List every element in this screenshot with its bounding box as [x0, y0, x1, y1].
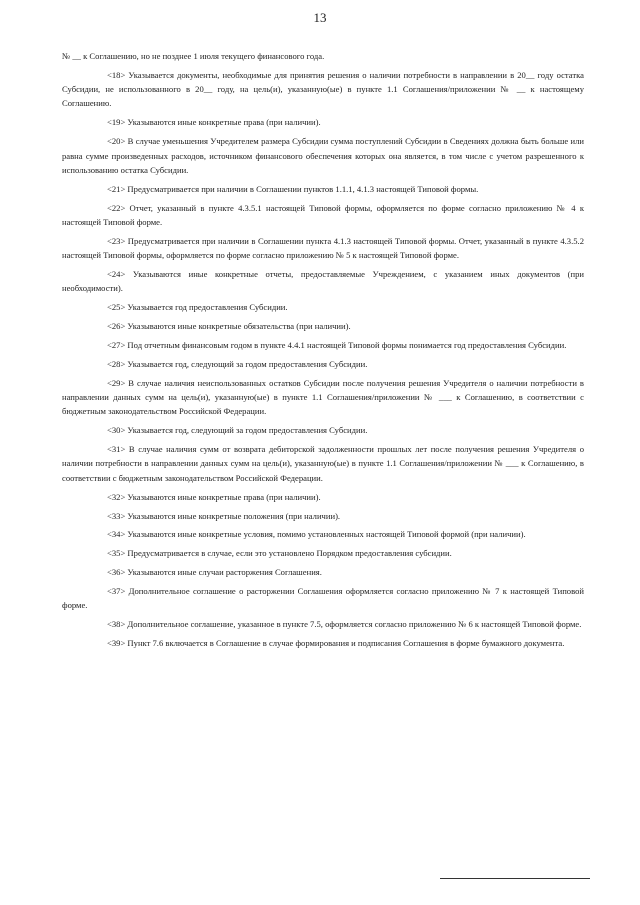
bottom-rule	[440, 878, 590, 879]
footnote-20: <20> В случае уменьшения Учредителем размера Субсидии сумма поступлений Субсидии в Сведениях должна быть больше или равна сумме произведенных расходов, источником финансового обеспечения которых она является, в том числе с учетом разрешенного к использованию остатка Субсидии.	[62, 136, 584, 175]
footnote-31: <31> В случае наличия сумм от возврата дебиторской задолженности прошлых лет после получения решения Учредителя о наличии потребности в направлении данных сумм на цель(и), указанную(ые) в пункте 1.1 Соглашения/приложении № ___ к Соглашению, в соответствии с бюджетным законодательством Российской Федерации.	[62, 444, 584, 483]
footnote-28: <28> Указывается год, следующий за годом предоставления Субсидии.	[107, 358, 368, 369]
page-number: 13	[313, 10, 327, 25]
footnote-34: <34> Указываются иные конкретные условия, помимо установленных настоящей Типовой формой (при наличии).	[107, 529, 526, 540]
footnote-27: <27> Под отчетным финансовым годом в пункте 4.4.1 настоящей Типовой формы понимается год предоставления Субсидии.	[107, 339, 567, 350]
footnote-24: <24> Указываются иные конкретные отчеты, предоставляемые Учреждением, с указанием иных документов (при необходимости).	[62, 269, 584, 294]
footnote-35: <35> Предусматривается в случае, если это установлено Порядком предоставления субсидии.	[107, 548, 452, 559]
footnote-39: <39> Пункт 7.6 включается в Соглашение в случае формирования и подписания Соглашения в форме бумажного документа.	[107, 638, 565, 649]
footnote-22: <22> Отчет, указанный в пункте 4.3.5.1 настоящей Типовой формы, оформляется по форме согласно приложению № 4 к настоящей Типовой форме.	[62, 202, 584, 227]
footnote-23: <23> Предусматривается при наличии в Соглашении пункта 4.1.3 настоящей Типовой формы. Отчет, указанный в пункте 4.3.5.2 настоящей Типовой формы, оформляется по форме согласно приложению № 5 к настоящей Типовой форме.	[62, 235, 584, 261]
footnote-26: <26> Указываются иные конкретные обязательства (при наличии).	[107, 321, 351, 332]
footnote-18: <18> Указывается документы, необходимые для принятия решения о наличии потребности в направлении в 20__ году остатка Субсидии, не использованного в 20__ году, на цель(и), указанную(ые) в пункте 1.1 Соглашения/приложении № __ к настоящему Соглашению.	[62, 69, 584, 109]
footnote-36: <36> Указываются иные случаи расторжения Соглашения.	[107, 567, 322, 578]
footnote-29: <29> В случае наличия неиспользованных остатков Субсидии после получения решения Учредителя о наличии потребности в направлении данных сумм на цель(и), указанную(ые) в пункте 1.1 Соглашения/приложении № ___ к Соглашению, в соответствии с бюджетным законодательством Российской Федерации.	[62, 377, 584, 417]
footnotes-body	[62, 49, 584, 655]
footnote-19: <19> Указываются иные конкретные права (при наличии).	[107, 117, 321, 128]
footnote-30: <30> Указывается год, следующий за годом предоставления Субсидии.	[107, 425, 368, 436]
footnote-38: <38> Дополнительное соглашение, указанное в пункте 7.5, оформляется согласно приложению № 6 к настоящей Типовой форме.	[107, 619, 582, 630]
footnote-continuation: № __ к Соглашению, но не позднее 1 июля текущего финансового года.	[62, 51, 325, 61]
footnote-32: <32> Указываются иные конкретные права (при наличии).	[107, 491, 321, 502]
footnote-25: <25> Указывается год предоставления Субсидии.	[107, 302, 288, 313]
footnote-21: <21> Предусматривается при наличии в Соглашении пунктов 1.1.1, 4.1.3 настоящей Типовой формы.	[107, 183, 479, 194]
footnote-37: <37> Дополнительное соглашение о расторжении Соглашения оформляется согласно приложению № 7 к настоящей Типовой форме.	[62, 586, 584, 611]
footnote-33: <33> Указываются иные конкретные положения (при наличии).	[107, 510, 341, 521]
